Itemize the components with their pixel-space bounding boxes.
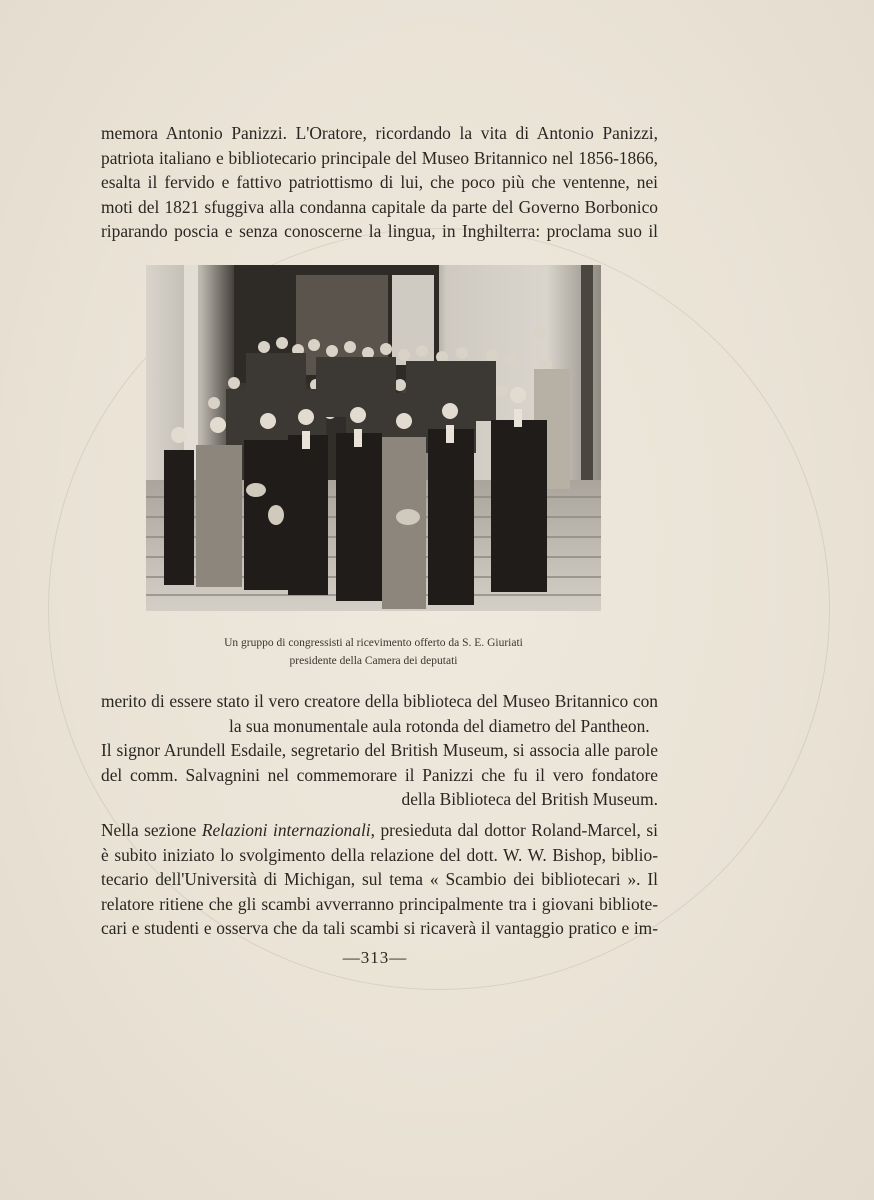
text-line: merito di essere stato il vero creatore della biblioteca del Museo Britannico con bbox=[101, 691, 658, 711]
paragraph-2 bbox=[101, 689, 658, 812]
group-photograph bbox=[146, 265, 601, 611]
photo-caption-line-1: Un gruppo di congressisti al ricevimento offerto da S. E. Giuriati bbox=[224, 637, 523, 649]
photo-caption-line-2: presidente della Camera dei deputati bbox=[289, 655, 458, 667]
text-run: , presieduta dal dottor Roland-Marcel, si bbox=[370, 820, 658, 840]
text-line: la sua monumentale aula rotonda del diametro del Pantheon. bbox=[229, 715, 650, 736]
text-line: riparando poscia e senza conoscerne la lingua, in Inghilterra: proclama suo il bbox=[101, 221, 658, 242]
text-line bbox=[101, 818, 658, 843]
text-run: Nella sezione bbox=[101, 820, 202, 840]
text-line: esalta il fervido e fattivo patriottismo di lui, che poco più che ventenne, nei bbox=[101, 172, 658, 193]
text-line: è subito iniziato lo svolgimento della relazione del dott. W. W. Bishop, biblio- bbox=[101, 844, 658, 865]
text-line: cari e studenti e osserva che da tali scambi si ricaverà il vantaggio pratico e im- bbox=[101, 918, 658, 939]
page-number: —313— bbox=[342, 948, 408, 967]
text-line: memora Antonio Panizzi. L'Oratore, ricordando la vita di Antonio Panizzi, bbox=[101, 123, 658, 143]
text-line: Il signor Arundell Esdaile, segretario del British Museum, si associa alle parole bbox=[101, 740, 658, 761]
section-name: Relazioni internazionali bbox=[201, 820, 371, 840]
text-line: patriota italiano e bibliotecario principale del Museo Britannico nel 1856-1866, bbox=[101, 147, 658, 168]
paragraph-1 bbox=[101, 121, 658, 244]
paragraph-3 bbox=[101, 818, 658, 941]
text-line: della Biblioteca del British Museum. bbox=[401, 789, 658, 810]
text-line: moti del 1821 sfuggiva alla condanna capitale da parte del Governo Borbonico bbox=[101, 196, 658, 217]
text-line: del comm. Salvagnini nel commemorare il Panizzi che fu il vero fondatore bbox=[101, 764, 658, 785]
text-line: relatore ritiene che gli scambi avverranno principalmente tra i giovani bibliote- bbox=[101, 893, 658, 914]
text-line: tecario dell'Università di Michigan, sul tema « Scambio dei bibliotecari ». Il bbox=[101, 869, 658, 890]
